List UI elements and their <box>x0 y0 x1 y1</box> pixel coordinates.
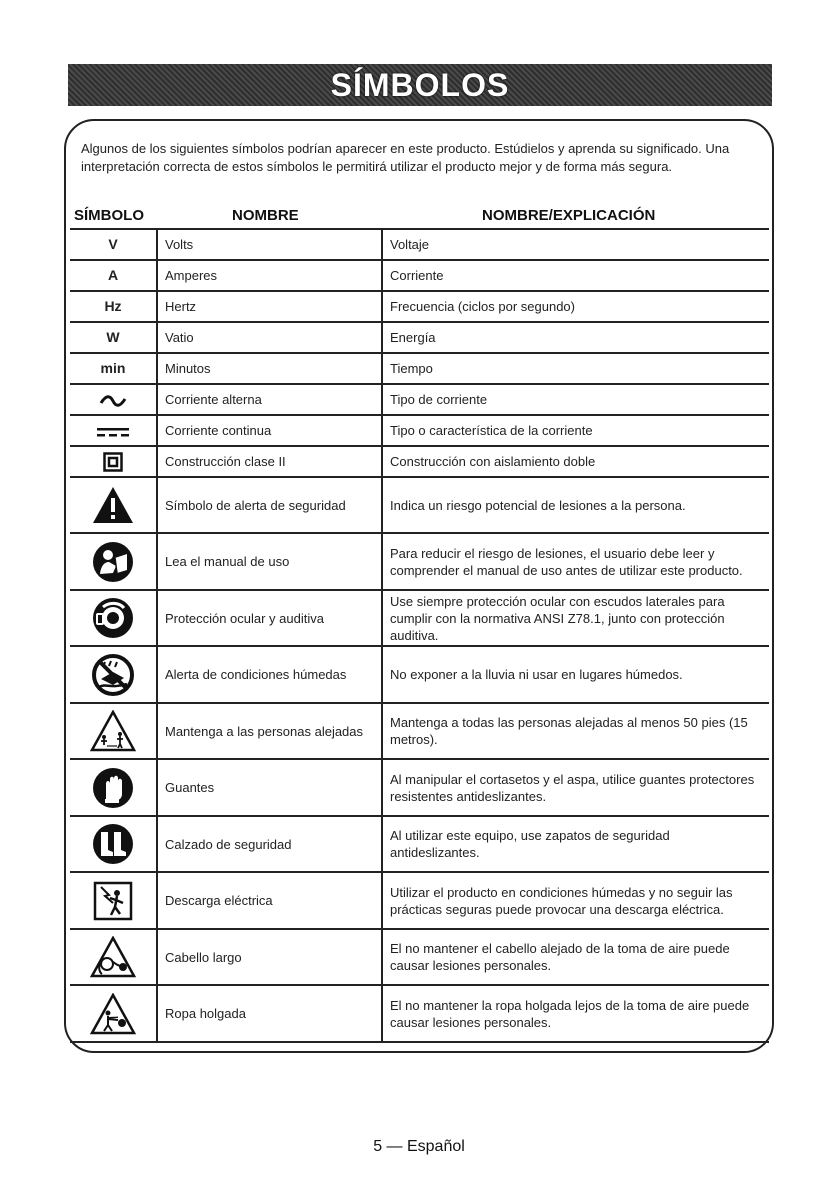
table-row <box>70 322 769 353</box>
explanation-cell: Tipo de corriente <box>382 384 769 415</box>
symbol-cell <box>70 985 157 1042</box>
explanation-cell: Use siempre protección ocular con escudos laterales para cumplir con la normativa ANSI Z78.1, junto con protección auditiva. <box>382 590 769 646</box>
symbol-cell <box>70 446 157 477</box>
explanation-cell: Frecuencia (ciclos por segundo) <box>382 291 769 322</box>
symbol-text: A <box>107 267 119 283</box>
header-explanation: NOMBRE/EXPLICACIÓN <box>482 207 656 224</box>
table-row <box>70 646 769 703</box>
loose-clothing-icon <box>90 993 136 1035</box>
explanation-cell: Tipo o característica de la corriente <box>382 415 769 446</box>
eye-ear-protection-icon <box>91 596 135 640</box>
symbol-cell <box>70 759 157 816</box>
explanation-cell: Utilizar el producto en condiciones húmedas y no seguir las prácticas seguras puede provocar una descarga eléctrica. <box>382 872 769 929</box>
table-row <box>70 929 769 985</box>
explanation-cell: Al utilizar este equipo, use zapatos de seguridad antideslizantes. <box>382 816 769 872</box>
symbol-cell <box>70 322 157 353</box>
wet-conditions-icon <box>91 653 135 697</box>
name-cell: Construcción clase II <box>157 446 382 477</box>
header-name: NOMBRE <box>232 207 299 224</box>
name-cell: Símbolo de alerta de seguridad <box>157 477 382 533</box>
symbol-text: V <box>108 236 118 252</box>
title-banner <box>68 64 772 106</box>
name-cell: Guantes <box>157 759 382 816</box>
name-cell: Corriente alterna <box>157 384 382 415</box>
symbols-table <box>70 228 769 1043</box>
name-cell: Alerta de condiciones húmedas <box>157 646 382 703</box>
header-symbol: SÍMBOLO <box>74 207 144 224</box>
table-row <box>70 446 769 477</box>
symbol-cell <box>70 816 157 872</box>
alternating-current-icon <box>98 394 128 408</box>
name-cell: Mantenga a las personas alejadas <box>157 703 382 759</box>
table-row <box>70 872 769 929</box>
double-insulation-icon <box>103 452 123 472</box>
name-cell: Descarga eléctrica <box>157 872 382 929</box>
keep-bystanders-away-icon <box>90 710 136 752</box>
symbol-text: W <box>106 329 120 345</box>
symbol-cell <box>70 291 157 322</box>
page-title: SÍMBOLOS <box>330 66 510 103</box>
symbol-cell <box>70 353 157 384</box>
explanation-cell: Construcción con aislamiento doble <box>382 446 769 477</box>
explanation-cell: Energía <box>382 322 769 353</box>
table-row <box>70 353 769 384</box>
table-row <box>70 703 769 759</box>
table-row <box>70 985 769 1042</box>
safety-footwear-icon <box>91 822 135 866</box>
symbol-cell <box>70 703 157 759</box>
explanation-cell: Tiempo <box>382 353 769 384</box>
explanation-cell: Mantenga a todas las personas alejadas al menos 50 pies (15 metros). <box>382 703 769 759</box>
explanation-cell: El no mantener el cabello alejado de la toma de aire puede causar lesiones personales. <box>382 929 769 985</box>
explanation-cell: Al manipular el cortasetos y el aspa, utilice guantes protectores resistentes antideslizantes. <box>382 759 769 816</box>
name-cell: Vatio <box>157 322 382 353</box>
symbol-text: Hz <box>104 298 122 314</box>
symbol-cell <box>70 229 157 260</box>
table-row <box>70 260 769 291</box>
explanation-cell: El no mantener la ropa holgada lejos de la toma de aire puede causar lesiones personales. <box>382 985 769 1042</box>
explanation-cell: Voltaje <box>382 229 769 260</box>
symbol-cell <box>70 646 157 703</box>
name-cell: Lea el manual de uso <box>157 533 382 590</box>
explanation-cell: Indica un riesgo potencial de lesiones a la persona. <box>382 477 769 533</box>
name-cell: Hertz <box>157 291 382 322</box>
intro-paragraph: Algunos de los siguientes símbolos podrían aparecer en este producto. Estúdielos y aprenda su significado. Una interpretación correcta de estos símbolos le permitirá utilizar el producto mejor y de forma más segura. <box>81 141 730 174</box>
table-row <box>70 291 769 322</box>
symbol-cell <box>70 590 157 646</box>
explanation-cell: Corriente <box>382 260 769 291</box>
table-row <box>70 229 769 260</box>
table-row <box>70 477 769 533</box>
symbol-cell <box>70 533 157 590</box>
table-row <box>70 759 769 816</box>
gloves-icon <box>91 766 135 810</box>
name-cell: Ropa holgada <box>157 985 382 1042</box>
symbol-text: min <box>100 360 126 376</box>
name-cell: Volts <box>157 229 382 260</box>
symbol-cell <box>70 384 157 415</box>
name-cell: Calzado de seguridad <box>157 816 382 872</box>
symbol-cell <box>70 415 157 446</box>
table-row <box>70 384 769 415</box>
table-row <box>70 816 769 872</box>
name-cell: Amperes <box>157 260 382 291</box>
name-cell: Minutos <box>157 353 382 384</box>
table-row <box>70 533 769 590</box>
safety-alert-icon <box>91 485 135 525</box>
symbol-cell <box>70 477 157 533</box>
symbol-cell <box>70 929 157 985</box>
symbol-cell <box>70 260 157 291</box>
direct-current-icon <box>95 426 131 438</box>
read-manual-icon <box>91 540 135 584</box>
explanation-cell: Para reducir el riesgo de lesiones, el usuario debe leer y comprender el manual de uso antes de utilizar este producto. <box>382 533 769 590</box>
long-hair-icon <box>90 936 136 978</box>
explanation-cell: No exponer a la lluvia ni usar en lugares húmedos. <box>382 646 769 703</box>
table-row <box>70 415 769 446</box>
page-footer: 5 — Español <box>373 1138 465 1155</box>
table-row <box>70 590 769 646</box>
electric-shock-icon <box>93 881 133 921</box>
name-cell: Protección ocular y auditiva <box>157 590 382 646</box>
name-cell: Corriente continua <box>157 415 382 446</box>
name-cell: Cabello largo <box>157 929 382 985</box>
symbol-cell <box>70 872 157 929</box>
